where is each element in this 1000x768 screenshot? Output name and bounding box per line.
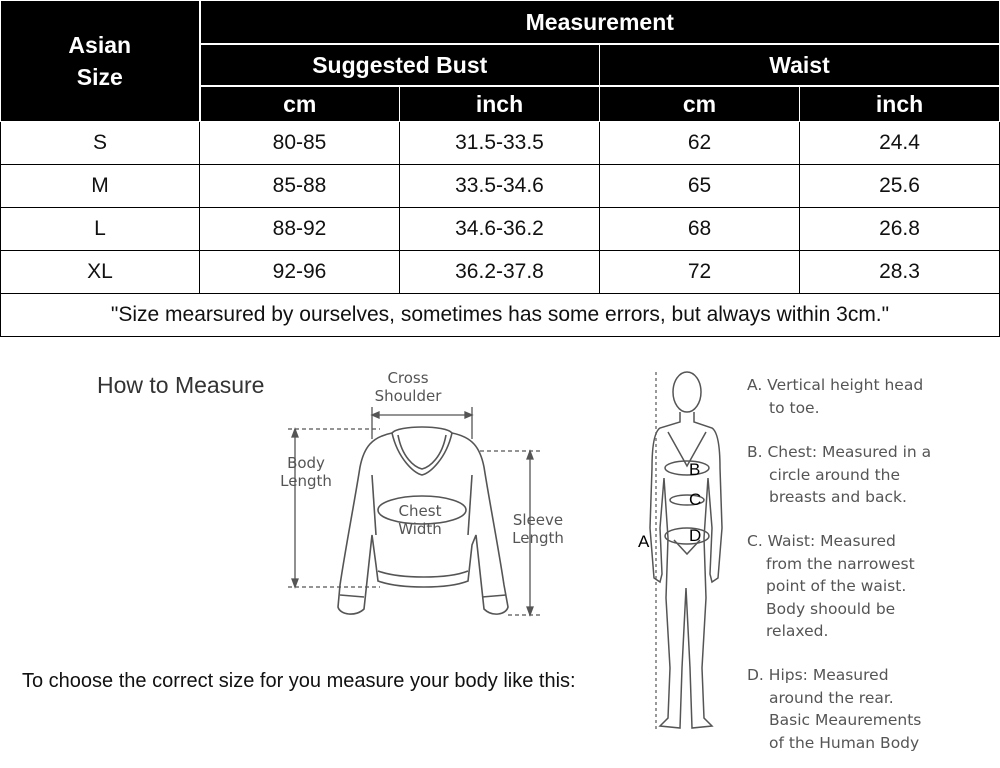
size-cell: XL [1, 251, 200, 294]
waist-inch-cell: 26.8 [800, 208, 1000, 251]
waist-inch-cell: 28.3 [800, 251, 1000, 294]
table-row [1, 208, 1000, 251]
waist-cm-header: cm [600, 86, 800, 122]
size-cell: M [1, 165, 200, 208]
legend-d [747, 664, 997, 754]
bust-cm-cell: 80-85 [200, 122, 400, 165]
size-cell: S [1, 122, 200, 165]
sleeve-length-label-line2: Length [512, 529, 564, 547]
table-row [1, 165, 1000, 208]
figure-letter-b: B [689, 460, 701, 479]
legend-a-line2: to toe. [769, 398, 820, 417]
bust-inch-cell: 36.2-37.8 [400, 251, 600, 294]
bust-cm-cell: 85-88 [200, 165, 400, 208]
legend-b-line2: circle around the [769, 465, 901, 484]
body-figure-diagram [630, 368, 740, 738]
how-to-measure-title: How to Measure [97, 372, 265, 398]
chest-width-label-line2: Width [398, 520, 442, 538]
chest-loop [665, 461, 709, 475]
figure-letter-a: A [638, 532, 650, 551]
figure-head [673, 372, 701, 412]
asian-size-header-line1: Asian [68, 32, 132, 58]
legend-c-line3: point of the waist. [766, 577, 907, 595]
waist-cm-cell: 68 [600, 208, 800, 251]
figure-outline [650, 412, 722, 728]
legend-b-line1: B. Chest: Measured in a [747, 443, 932, 461]
sweater-collar-inner [398, 435, 446, 469]
legend-c-line2: from the narrowest [766, 554, 915, 573]
legend-d-line3: Basic Meaurements [769, 711, 922, 729]
hip-loop [665, 528, 709, 544]
waist-inch-cell: 25.6 [800, 165, 1000, 208]
waist-inch-header: inch [800, 86, 1000, 122]
sweater-hem [378, 571, 468, 577]
waist-cm-cell: 65 [600, 165, 800, 208]
table-row [1, 251, 1000, 294]
legend-c-line4: Body shoould be [766, 599, 896, 618]
figure-letter-d: D [689, 526, 702, 545]
instruction-text: To choose the correct size for you measure your body like this: [22, 670, 576, 692]
bust-inch-header: inch [400, 86, 600, 122]
waist-cm-cell: 72 [600, 251, 800, 294]
sleeve-length-label-line1: Sleeve [512, 511, 564, 529]
bust-inch-cell: 34.6-36.2 [400, 208, 600, 251]
figure-letter-c: C [689, 490, 702, 509]
legend-c [747, 530, 997, 643]
body-length-label-line2: Length [280, 472, 332, 490]
waist-header: Waist [600, 44, 1000, 86]
waist-inch-cell: 24.4 [800, 122, 1000, 165]
legend-b [747, 441, 997, 509]
suggested-bust-header: Suggested Bust [200, 44, 600, 86]
size-chart-table [0, 0, 1000, 337]
bust-cm-cell: 88-92 [200, 208, 400, 251]
waist-cm-cell: 62 [600, 122, 800, 165]
sweater-diagram [280, 395, 580, 625]
body-length-label-line1: Body [287, 454, 325, 472]
measurement-note: "Size mearsured by ourselves, sometimes has some errors, but always within 3cm." [1, 294, 1000, 337]
measurement-header: Measurement [200, 1, 1000, 45]
legend-b-line3: breasts and back. [769, 488, 907, 506]
bust-cm-header: cm [200, 86, 400, 122]
chest-measure-loop [378, 496, 466, 524]
size-cell: L [1, 208, 200, 251]
legend-c-line1: C. Waist: Measured [747, 532, 896, 550]
legend-d-line2: around the rear. [769, 688, 894, 707]
sweater-collar [392, 427, 452, 475]
asian-size-header [1, 1, 200, 122]
table-row [1, 122, 1000, 165]
legend-d-line1: D. Hips: Measured [747, 666, 889, 684]
bust-cm-cell: 92-96 [200, 251, 400, 294]
bust-inch-cell: 31.5-33.5 [400, 122, 600, 165]
bust-inch-cell: 33.5-34.6 [400, 165, 600, 208]
legend-d-line4: of the Human Body [769, 733, 920, 752]
cross-shoulder-label-line2: Shoulder [374, 387, 442, 405]
chest-width-label-line1: Chest [398, 502, 442, 520]
asian-size-header-line2: Size [76, 64, 123, 90]
legend-c-line5: relaxed. [766, 622, 829, 640]
legend-a [747, 374, 997, 419]
cross-shoulder-label-line1: Cross [387, 369, 429, 387]
legend-a-line1: A. Vertical height head [747, 376, 924, 394]
